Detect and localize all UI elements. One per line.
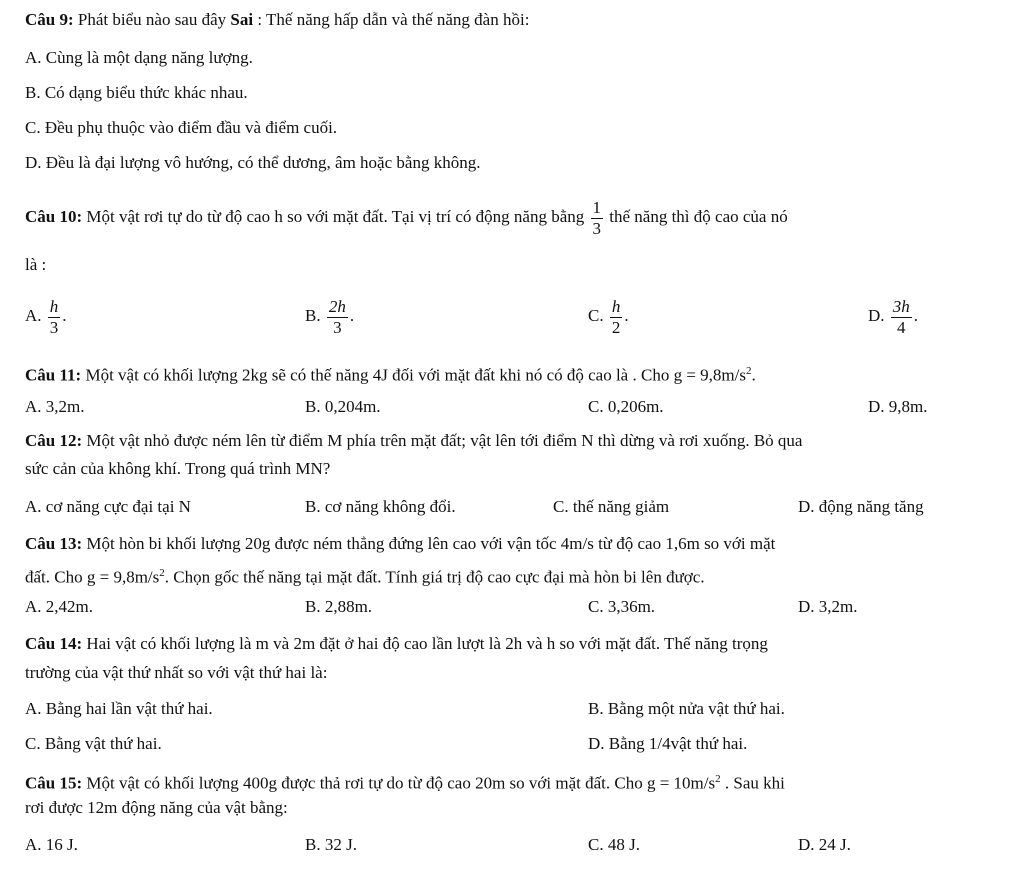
q10-a-label: A. (25, 306, 42, 325)
q10-c-num: h (611, 296, 621, 316)
q10-stem (25, 195, 788, 239)
q9-label: Câu 9: (25, 10, 74, 29)
q15-stem-text: Một vật có khối lượng 400g được thả rơi tự do từ độ cao 20m so với mặt đất. Cho g = 10m/s (86, 773, 716, 793)
q12-stem-text: Một vật nhỏ được ném lên từ điểm M phía trên mặt đất; vật lên tới điểm N thì dừng và rơi xuống. Bỏ qua (86, 431, 803, 450)
q10-option-a: A. $\frac{h}{3}$ . (25, 296, 67, 337)
q13-option-c: C. 3,36m. (588, 597, 656, 616)
q10-stem-fraction (591, 198, 604, 239)
q12-option-c: C. thế năng giảm (553, 497, 670, 516)
q10-frac-den: 3 (592, 218, 602, 238)
q13-stem2-text-2: . Chọn gốc thế năng tại mặt đất. Tính giá trị độ cao cực đại mà hòn bi lên được. (164, 567, 705, 587)
q10-c-label: C. (588, 306, 604, 325)
q14-option-d: D. Bằng 1/4vật thứ hai. (588, 734, 748, 753)
q10-d-den: 4 (897, 317, 906, 337)
q9-option-b: B. Có dạng biểu thức khác nhau. (25, 83, 248, 102)
q15-stem (25, 768, 785, 795)
q15-option-d: D. 24 J. (798, 835, 851, 854)
q10-b-label: B. (305, 306, 321, 325)
q10-frac-num: 1 (592, 197, 602, 217)
q13-label: Câu 13: (25, 534, 83, 553)
q10-b-den: 3 (333, 317, 342, 337)
q10-d-label: D. (868, 306, 885, 325)
q9-stem-text: Phát biểu nào sau đây (77, 10, 227, 29)
q9-option-d: D. Đều là đại lượng vô hướng, có thể dương, âm hoặc bằng không. (25, 153, 481, 172)
q14-label: Câu 14: (25, 634, 83, 653)
q11-stem-text: Một vật có khối lượng 2kg sẽ có thế năng 4J đối với mặt đất khi nó có độ cao là . Cho g = 9,8m/s (85, 365, 746, 385)
q9-stem-text-2: : Thế năng hấp dẫn và thế năng đàn hồi: (257, 10, 530, 29)
q9-option-a: A. Cùng là một dạng năng lượng. (25, 48, 253, 67)
q11-option-c: C. 0,206m. (588, 397, 664, 416)
q14-option-a: A. Bằng hai lần vật thứ hai. (25, 699, 213, 718)
q10-label: Câu 10: (25, 207, 83, 226)
q11-option-a: A. 3,2m. (25, 397, 85, 416)
q10-c-den: 2 (611, 317, 621, 337)
q14-option-c: C. Bằng vật thứ hai. (25, 734, 162, 753)
q13-stem-text: Một hòn bi khối lượng 20g được ném thẳng đứng lên cao với vận tốc 4m/s từ độ cao 1,6m so với mặt (86, 534, 776, 553)
q13-stem2-text: đất. Cho g = 9,8m/s (25, 567, 160, 587)
q12-option-a: A. cơ năng cực đại tại N (25, 497, 191, 516)
q9-stem-bold: Sai (230, 10, 254, 29)
q14-stem-text: Hai vật có khối lượng là m và 2m đặt ở hai độ cao lần lượt là 2h và h so với mặt đất. Thế năng trọng (86, 634, 768, 653)
q9-stem (25, 9, 529, 31)
q11-option-b: B. 0,204m. (305, 397, 381, 416)
q12-stem-line2: sức cản của không khí. Trong quá trình MN? (25, 459, 331, 478)
q13-option-a: A. 2,42m. (25, 597, 93, 616)
q13-stem-line2 (25, 562, 705, 589)
q10-stem-text-2: thế năng thì độ cao của nó (609, 207, 788, 226)
q13-option-d: D. 3,2m. (798, 597, 858, 616)
q10-option-c: C. $\frac{h}{2}$ . (588, 296, 629, 337)
q12-label: Câu 12: (25, 431, 83, 450)
q10-a-num: h (49, 296, 59, 316)
q10-stem-line2: là : (25, 255, 47, 274)
q15-label: Câu 15: (25, 773, 83, 793)
q11-stem (25, 360, 756, 387)
q15-option-c: C. 48 J. (588, 835, 640, 854)
q13-stem (25, 533, 775, 555)
q10-d-num: 3h (892, 296, 910, 316)
q12-stem (25, 430, 802, 452)
q15-stem-text-2: . Sau khi (720, 773, 785, 793)
q13-option-b: B. 2,88m. (305, 597, 373, 616)
q10-stem-text: Một vật rơi tự do từ độ cao h so với mặt đất. Tại vị trí có động năng bằng (86, 207, 585, 226)
q12-option-d: D. động năng tăng (798, 497, 924, 516)
q13-stem2-sup: 2 (159, 567, 165, 579)
q14-stem-line2: trường của vật thứ nhất so với vật thứ hai là: (25, 663, 328, 682)
q15-option-b: B. 32 J. (305, 835, 357, 854)
q10-b-num: 2h (328, 296, 346, 316)
q11-stem-end: . (751, 365, 756, 385)
q14-option-b: B. Bằng một nửa vật thứ hai. (588, 699, 785, 718)
q11-option-d: D. 9,8m. (868, 397, 928, 416)
q10-option-b: B. $\frac{2h}{3}$ . (305, 296, 355, 337)
q15-stem-sup: 2 (715, 773, 721, 785)
q15-stem-line2: rơi được 12m động năng của vật bằng: (25, 798, 288, 817)
q10-option-d: D. $\frac{3h}{4}$ . (868, 296, 919, 337)
q15-option-a: A. 16 J. (25, 835, 78, 854)
q12-option-b: B. cơ năng không đổi. (305, 497, 456, 516)
q9-option-c: C. Đều phụ thuộc vào điểm đầu và điểm cuối. (25, 118, 338, 137)
q11-stem-sup: 2 (745, 365, 752, 377)
q11-label: Câu 11: (25, 365, 82, 385)
q14-stem (25, 633, 768, 655)
q10-a-den: 3 (49, 317, 59, 337)
